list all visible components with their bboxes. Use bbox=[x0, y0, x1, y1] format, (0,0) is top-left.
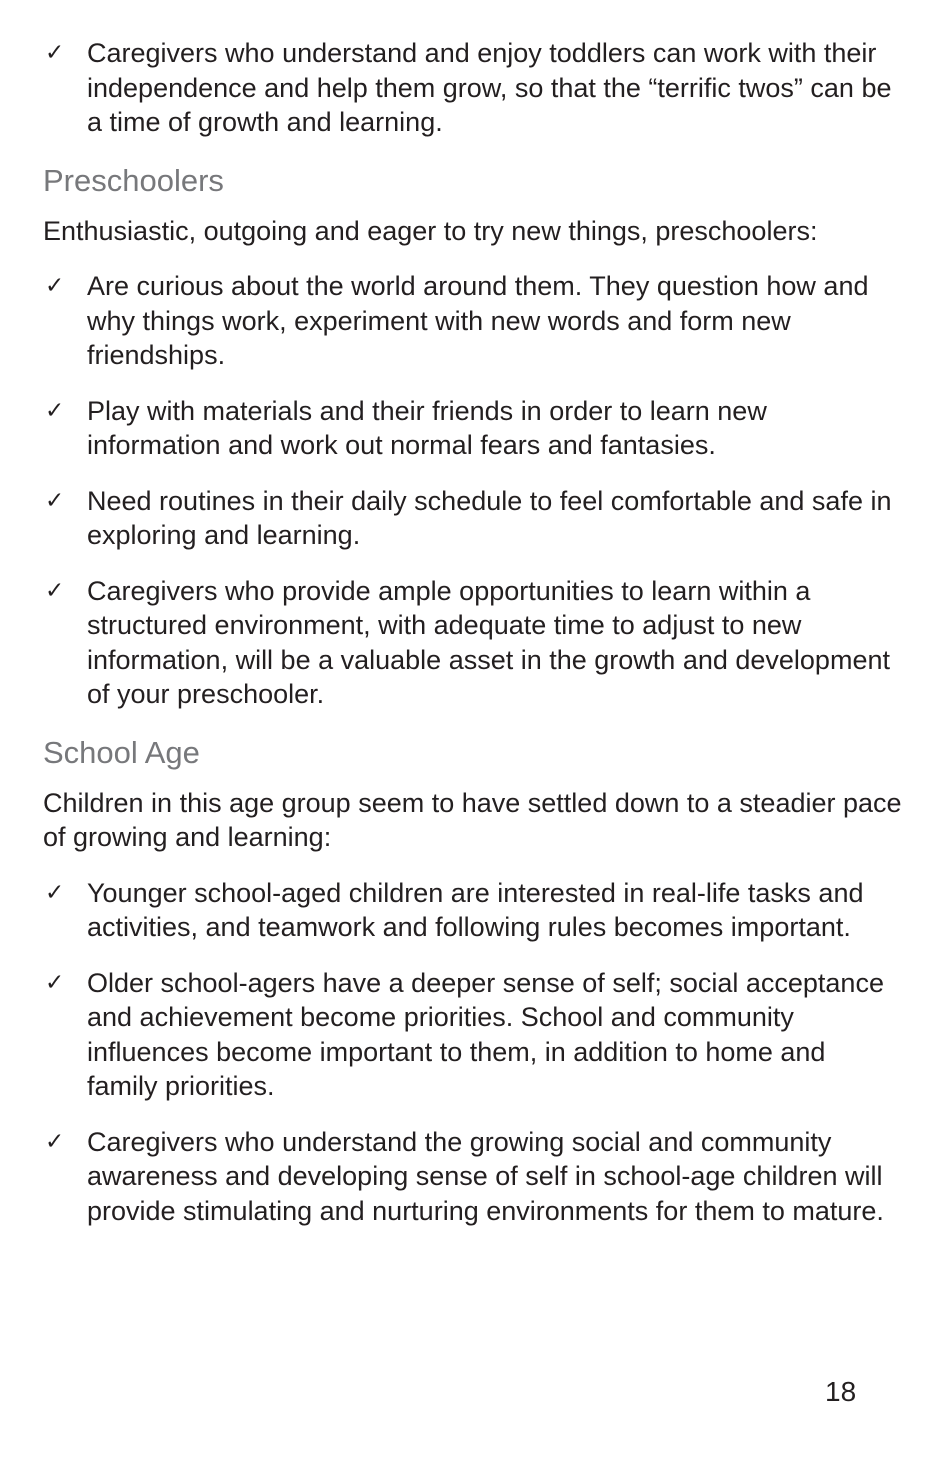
bullet-text: Caregivers who understand and enjoy toddlers can work with their independence and help them grow, so that the “terrific twos” can be a time of growth and learning. bbox=[87, 38, 892, 137]
bullet-item bbox=[43, 966, 903, 1104]
bullet-text: Are curious about the world around them. They question how and why things work, experiment with new words and form new friendships. bbox=[87, 271, 869, 370]
check-mark-icon: ✓ bbox=[45, 487, 65, 514]
document-page bbox=[43, 36, 903, 1249]
bullet-text: Older school-agers have a deeper sense of self; social acceptance and achievement become priorities. School and community influences become important to them, in addition to home and family priorities. bbox=[87, 967, 884, 1101]
section-heading-school-age: School Age bbox=[43, 734, 200, 770]
check-mark-icon: ✓ bbox=[45, 40, 65, 66]
check-mark-icon: ✓ bbox=[45, 969, 65, 996]
check-mark-icon: ✓ bbox=[45, 879, 65, 906]
bullet-item bbox=[43, 1125, 903, 1229]
check-mark-icon: ✓ bbox=[45, 273, 65, 299]
bullet-item bbox=[43, 574, 903, 712]
check-mark-icon: ✓ bbox=[45, 577, 65, 604]
bullet-text: Younger school-aged children are interested in real-life tasks and activities, and teamwork and following rules becomes important. bbox=[87, 877, 864, 942]
bullet-text: Need routines in their daily schedule to feel comfortable and safe in exploring and learning. bbox=[87, 485, 892, 550]
bullet-text: Caregivers who provide ample opportunities to learn within a structured environment, with adequate time to adjust to new information, will be a valuable asset in the growth and development of your preschooler. bbox=[87, 575, 890, 709]
bullet-item bbox=[43, 484, 903, 553]
bullet-text: Play with materials and their friends in order to learn new information and work out normal fears and fantasies. bbox=[87, 395, 767, 460]
section-intro-preschoolers: Enthusiastic, outgoing and eager to try new things, preschoolers: bbox=[43, 215, 818, 246]
section-intro-school-age: Children in this age group seem to have settled down to a steadier pace of growing and learning: bbox=[43, 787, 902, 852]
section-heading-preschoolers: Preschoolers bbox=[43, 162, 224, 198]
bullet-text: Caregivers who understand the growing social and community awareness and developing sense of self in school-age children will provide stimulating and nurturing environments for them to mature. bbox=[87, 1126, 884, 1226]
bullet-item bbox=[43, 876, 903, 945]
check-mark-icon: ✓ bbox=[45, 1128, 65, 1155]
check-mark-icon: ✓ bbox=[45, 397, 65, 424]
bullet-item bbox=[43, 269, 903, 373]
page-number: 18 bbox=[825, 1376, 857, 1407]
bullet-item bbox=[43, 36, 903, 140]
bullet-item bbox=[43, 394, 903, 463]
